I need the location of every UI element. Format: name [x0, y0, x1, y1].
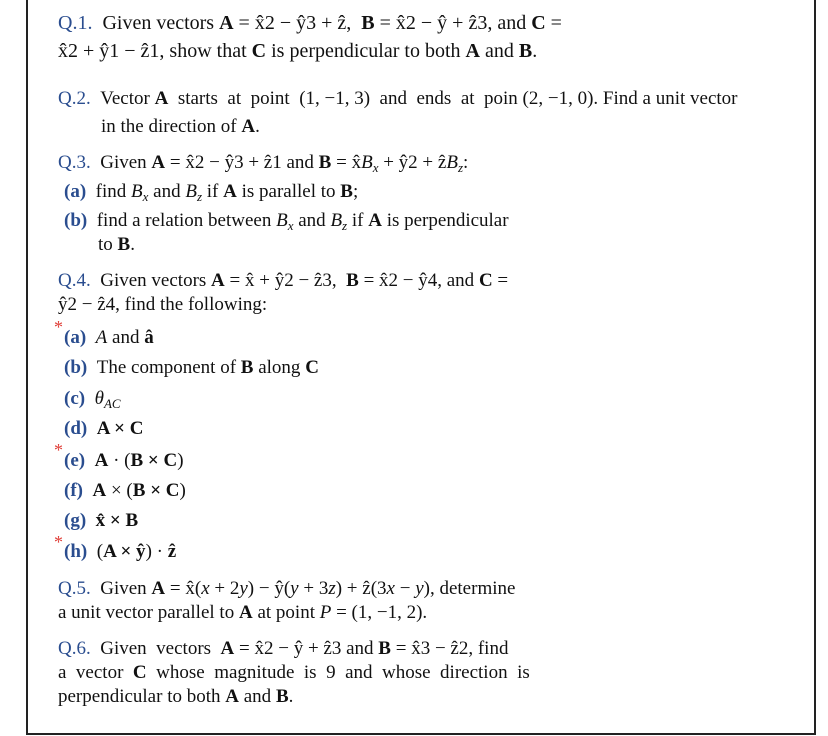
q4-part-a [64, 327, 154, 349]
q4-part-g [64, 510, 138, 532]
q4-part-f-label: (f) [64, 480, 83, 501]
star-mark-h: * [54, 532, 63, 552]
q4-part-d-label: (d) [64, 418, 88, 439]
q4-part-c [64, 388, 121, 410]
q1-line-1 [58, 12, 562, 34]
q4-part-c-label: (c) [64, 388, 86, 409]
q5-line-2: a unit vector parallel to A at point P = (1, −1, 2). [58, 602, 428, 623]
q3-part-b-cont: to B. [98, 234, 135, 255]
star-mark-e: * [54, 440, 63, 460]
q5-number: Q.5. [58, 578, 91, 599]
q3-stem [58, 152, 468, 174]
q4-part-g-label: (g) [64, 510, 87, 531]
q4-part-d [64, 418, 143, 440]
q4-part-b [64, 357, 319, 379]
q5-line-1 [58, 578, 515, 600]
q3-part-a [64, 181, 358, 203]
q4-part-c-text: $\theta_{AC}$ [94, 388, 121, 411]
q4-part-h [64, 541, 176, 563]
q5-text-1: Given A = x̂(x + 2y) − ŷ(y + 3z) + ẑ(3x − y), determine [95, 578, 516, 599]
q4-part-f-text: A × (B × C) [92, 480, 186, 501]
q4-part-b-text: The component of B along C [91, 357, 319, 378]
q4-part-b-label: (b) [64, 357, 88, 378]
q4-line-1 [58, 270, 508, 292]
q4-part-g-text: x̂ × B [95, 510, 139, 531]
q4-part-a-text: A and â [95, 327, 154, 348]
q4-part-h-text: (A × ŷ) · ẑ [91, 541, 177, 562]
q4-text-1: Given vectors A = x̂ + ŷ2 − ẑ3, B = x̂2 − ŷ4, and C = [95, 270, 509, 291]
q4-part-e [64, 450, 184, 472]
q4-part-d-text: A × C [96, 418, 144, 439]
q6-line-2: a vector C whose magnitude is 9 and whose direction is [58, 662, 530, 683]
q3-part-b-text: find a relation between $B_x$ and $B_z$ if A is perpendicular [91, 210, 509, 233]
q3-stem-text: Given A = x̂2 − ŷ3 + ẑ1 and $B = x̂B_x$ + ŷ2 + ẑB$_z$: [95, 152, 469, 175]
q3-part-b-label: (b) [64, 210, 88, 231]
q6-text-1: Given vectors A = x̂2 − ŷ + ẑ3 and B = x̂3 − ẑ2, find [95, 638, 509, 659]
q3-part-b [64, 210, 509, 232]
q2-text-1: Vector A starts at point (1, −1, 3) and ends at poin (2, −1, 0). Find a unit vector [95, 88, 738, 109]
q2-line-1 [58, 88, 738, 110]
q4-part-f [64, 480, 186, 502]
q4-part-a-label: (a) [64, 327, 87, 348]
q6-number: Q.6. [58, 638, 91, 659]
q3-part-a-label: (a) [64, 181, 87, 202]
q4-part-e-label: (e) [64, 450, 86, 471]
q6-line-3: perpendicular to both A and B. [58, 686, 294, 707]
q3-part-a-text: find $B_x$ and $B_z$ if A is parallel to B; [90, 181, 359, 204]
q4-number: Q.4. [58, 270, 91, 291]
q1-line-2: x̂2 + ŷ1 − ẑ1, show that C is perpendicular to both A and B. [58, 40, 538, 62]
q2-number: Q.2. [58, 88, 91, 109]
q1-number: Q.1. [58, 12, 93, 34]
q4-line-2: ŷ2 − ẑ4, find the following: [58, 294, 268, 315]
q2-line-2: in the direction of A. [101, 116, 260, 137]
q3-number: Q.3. [58, 152, 91, 173]
q6-line-1 [58, 638, 508, 660]
star-mark-a: * [54, 317, 63, 337]
q4-part-e-text: A · (B × C) [94, 450, 184, 471]
q1-text-1: Given vectors A = x̂2 − ŷ3 + ẑ, B = x̂2 − ŷ + ẑ3, and C = [97, 12, 562, 34]
q4-part-h-label: (h) [64, 541, 88, 562]
